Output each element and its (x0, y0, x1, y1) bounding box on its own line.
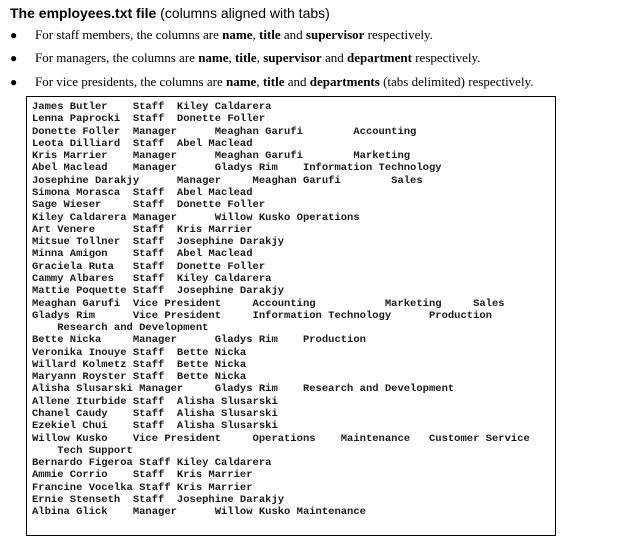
file-line: Maryann Royster Staff Bette Nicka (32, 371, 247, 384)
title-filename: The employees.txt file (10, 5, 157, 21)
file-line: Research and Development (32, 322, 209, 335)
file-line: Mitsue Tollner Staff Josephine Darakjy (32, 236, 285, 249)
bullet-text: For managers, the columns are name, title, supervisor and department respectively. (35, 50, 481, 65)
file-line: Simona Morasca Staff Abel Maclead (32, 186, 253, 199)
file-line: Abel Maclead Manager Gladys Rim Information Technology (32, 162, 442, 175)
file-line: Minna Amigon Staff Abel Maclead (32, 248, 253, 261)
file-line: Leota Dilliard Staff Abel Maclead (32, 137, 253, 150)
file-line: Bette Nicka Manager Gladys Rim Production (32, 334, 366, 347)
bullet-managers (0, 49, 619, 69)
file-line: Gladys Rim Vice President Information Technology Production (32, 309, 492, 322)
file-line: Meaghan Garufi Vice President Accounting Marketing Sales (32, 297, 505, 310)
file-line: Sage Wieser Staff Donette Foller (32, 199, 266, 212)
file-line: Veronika Inouye Staff Bette Nicka (32, 346, 247, 359)
file-line: Lenna Paprocki Staff Donette Foller (32, 113, 266, 126)
bullet-text: For vice presidents, the columns are name, title and departments (tabs delimited) respectively. (35, 74, 534, 89)
file-line: Francine Vocelka Staff Kris Marrier (32, 481, 253, 494)
bullet-dot-icon: ● (10, 51, 18, 65)
file-line: Bernardo Figeroa Staff Kiley Caldarera (32, 457, 272, 470)
file-line: Tech Support (32, 444, 133, 457)
bullet-dot-icon: ● (10, 28, 18, 42)
file-line: Kris Marrier Manager Meaghan Garufi Marketing (32, 150, 411, 163)
title-note: (columns aligned with tabs) (160, 5, 330, 21)
bullet-dot-icon: ● (10, 75, 18, 89)
file-line: Albina Glick Manager Willow Kusko Maintenance (32, 506, 366, 519)
bullet-staff (0, 26, 619, 46)
file-line: Alisha Slusarski Manager Gladys Rim Research and Development (32, 383, 455, 396)
file-line: Graciela Ruta Staff Donette Foller (32, 260, 266, 273)
bullet-text: For staff members, the columns are name, title and supervisor respectively. (35, 27, 433, 42)
file-listing-box (26, 96, 556, 536)
page-title (10, 5, 330, 21)
file-line: Ammie Corrio Staff Kris Marrier (32, 469, 253, 482)
file-line: Donette Foller Manager Meaghan Garufi Accounting (32, 125, 417, 138)
file-line: Josephine Darakjy Manager Meaghan Garufi Sales (32, 174, 423, 187)
file-line: Mattie Poquette Staff Josephine Darakjy (32, 285, 285, 298)
file-line: Willard Kolmetz Staff Bette Nicka (32, 358, 247, 371)
file-line: Cammy Albares Staff Kiley Caldarera (32, 272, 272, 285)
file-line: Chanel Caudy Staff Alisha Slusarski (32, 408, 278, 421)
file-line: James Butler Staff Kiley Caldarera (32, 101, 272, 113)
bullet-vice-presidents (0, 73, 619, 93)
file-line: Ezekiel Chui Staff Alisha Slusarski (32, 420, 278, 433)
file-line: Kiley Caldarera Manager Willow Kusko Operations (32, 211, 360, 224)
file-line: Allene Iturbide Staff Alisha Slusarski (32, 395, 278, 408)
file-line: Ernie Stenseth Staff Josephine Darakjy (32, 494, 285, 506)
file-line: Willow Kusko Vice President Operations Maintenance Customer Service (32, 432, 530, 445)
file-content (32, 101, 530, 519)
file-line: Art Venere Staff Kris Marrier (32, 223, 253, 236)
